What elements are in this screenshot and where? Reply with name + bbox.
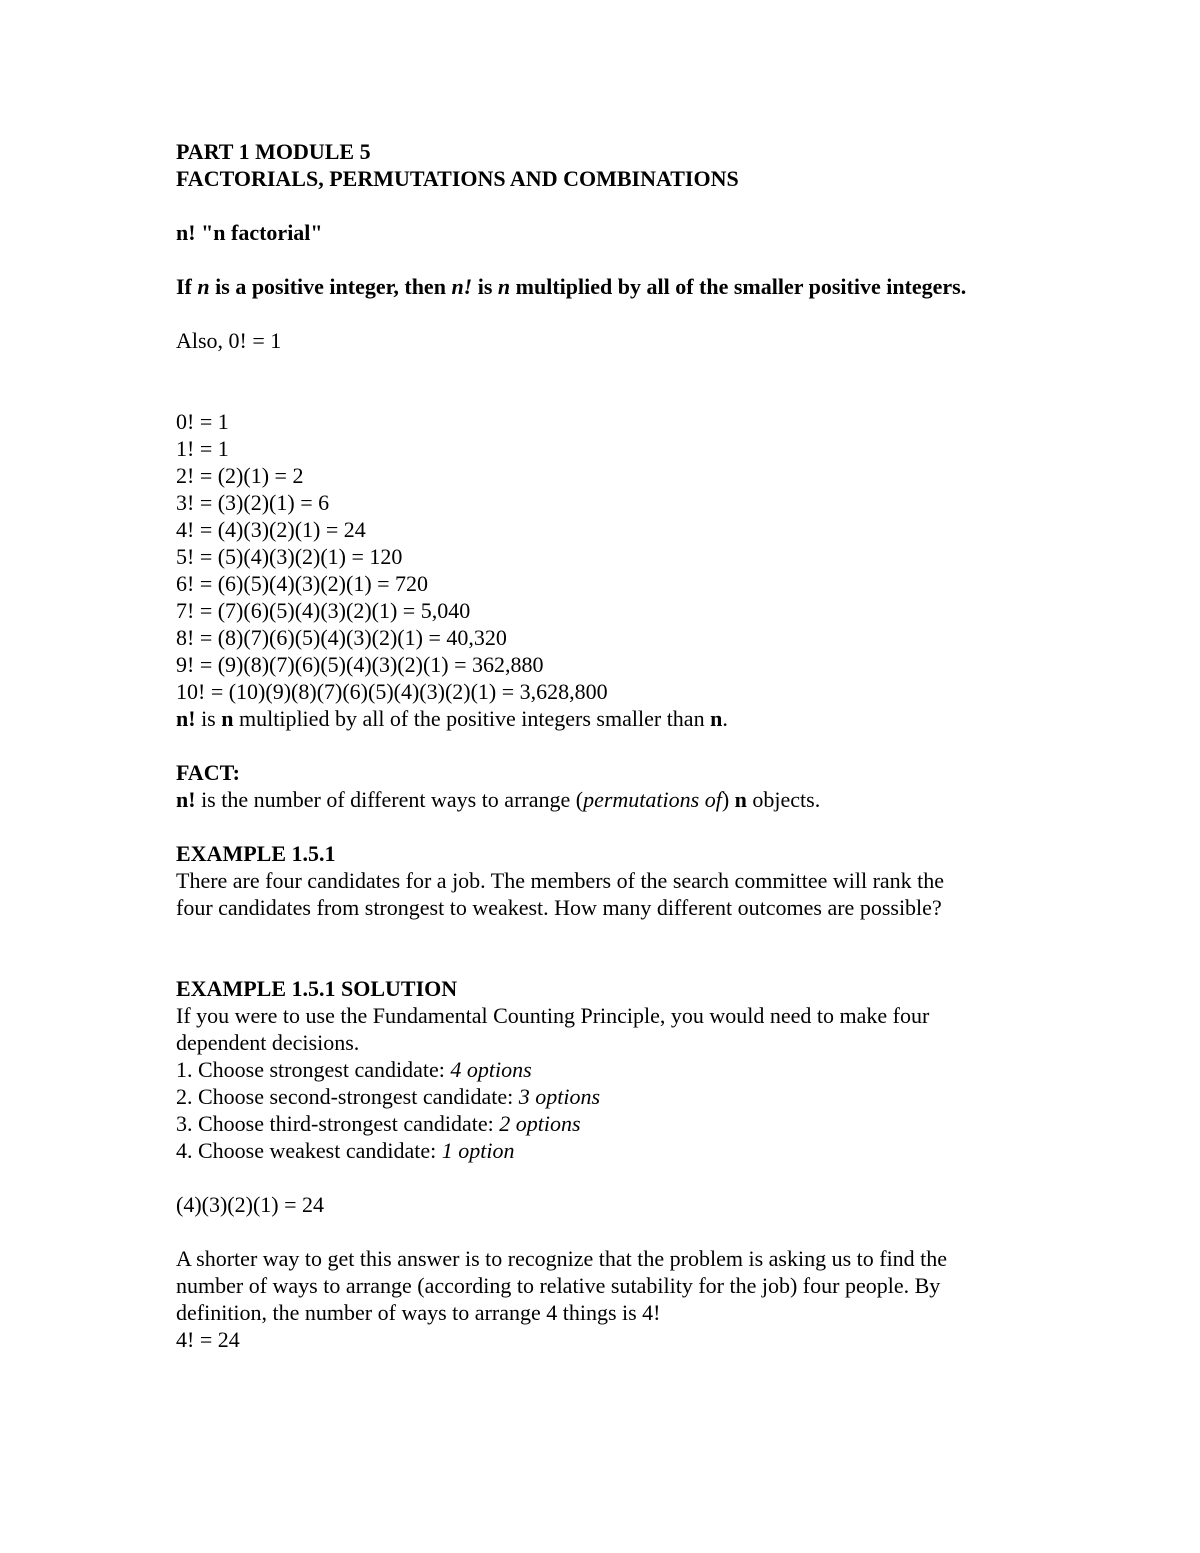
definition-var-1: n [197,274,210,299]
solution-intro-line: dependent decisions. [176,1030,360,1055]
example-text-line: four candidates from strongest to weakest. How many different outcomes are possible? [176,895,942,920]
step-text: 3. Choose third-strongest candidate: [176,1111,500,1136]
example-text-line: There are four candidates for a job. The members of the search committee will rank the [176,868,945,893]
factorial-row: 5! = (5)(4)(3)(2)(1) = 120 [176,544,403,569]
solution-step [176,1137,1076,1164]
summary-var-3: n [710,706,723,731]
notation-label: "n factorial" [195,220,323,245]
step-text: 1. Choose strongest candidate: [176,1057,451,1082]
fact-heading: FACT: [176,760,240,785]
factorial-row: 7! = (7)(6)(5)(4)(3)(2)(1) = 5,040 [176,598,471,623]
solution-product: (4)(3)(2)(1) = 24 [176,1192,325,1217]
document-page [176,138,1076,1353]
definition-text-4: multiplied by all of the smaller positive integers. [510,274,967,299]
example-heading: EXAMPLE 1.5.1 [176,841,336,866]
factorial-row: 1! = 1 [176,436,229,461]
factorial-row: 8! = (8)(7)(6)(5)(4)(3)(2)(1) = 40,320 [176,625,507,650]
summary-var-1: n! [176,706,196,731]
definition-line [176,273,1076,300]
solution-explanation-line: A shorter way to get this answer is to recognize that the problem is asking us to find the [176,1246,948,1271]
factorial-row: 10! = (10)(9)(8)(7)(6)(5)(4)(3)(2)(1) = 3,628,800 [176,679,608,704]
factorial-list [176,408,1076,705]
solution-intro-line: If you were to use the Fundamental Counting Principle, you would need to make four [176,1003,930,1028]
module-title: PART 1 MODULE 5 [176,139,371,164]
fact-var-2: n [734,787,747,812]
fact-italic: permutations of [583,787,722,812]
definition-text-1: If [176,274,198,299]
step-text: 2. Choose second-strongest candidate: [176,1084,519,1109]
factorial-row: 4! = (4)(3)(2)(1) = 24 [176,517,366,542]
solution-steps [176,1056,1076,1164]
solution-step [176,1056,1076,1083]
factorial-row: 3! = (3)(2)(1) = 6 [176,490,330,515]
definition-var-3: n [497,274,511,299]
also-line: Also, 0! = 1 [176,328,282,353]
definition-text-2: is a positive integer, then [209,274,452,299]
fact-var-1: n! [176,787,196,812]
summary-line [176,705,1076,732]
factorial-row: 2! = (2)(1) = 2 [176,463,304,488]
factorial-row: 0! = 1 [176,409,229,434]
definition-text-3: is [472,274,498,299]
solution-heading: EXAMPLE 1.5.1 SOLUTION [176,976,458,1001]
fact-text-3: objects. [746,787,821,812]
step-options: 2 options [499,1111,581,1136]
factorial-row: 6! = (6)(5)(4)(3)(2)(1) = 720 [176,571,429,596]
step-text: 4. Choose weakest candidate: [176,1138,442,1163]
solution-step [176,1083,1076,1110]
step-options: 4 options [450,1057,532,1082]
summary-text-1: is [195,706,222,731]
solution-answer: 4! = 24 [176,1327,240,1352]
summary-text-3: . [722,706,728,731]
definition-var-2: n! [451,274,473,299]
solution-step [176,1110,1076,1137]
fact-text-2: ) [721,787,735,812]
solution-explanation-line: number of ways to arrange (according to relative sutability for the job) four people. By [176,1273,941,1298]
fact-text-1: is the number of different ways to arrange ( [195,787,584,812]
notation-line [176,219,1076,246]
solution-explanation-line: definition, the number of ways to arrange 4 things is 4! [176,1300,661,1325]
notation-symbol: n! [176,220,196,245]
summary-text-2: multiplied by all of the positive integers smaller than [233,706,711,731]
module-subtitle: FACTORIALS, PERMUTATIONS AND COMBINATIONS [176,166,739,191]
step-options: 3 options [518,1084,601,1109]
step-options: 1 option [441,1138,515,1163]
summary-var-2: n [221,706,234,731]
fact-line [176,786,1076,813]
factorial-row: 9! = (9)(8)(7)(6)(5)(4)(3)(2)(1) = 362,880 [176,652,544,677]
